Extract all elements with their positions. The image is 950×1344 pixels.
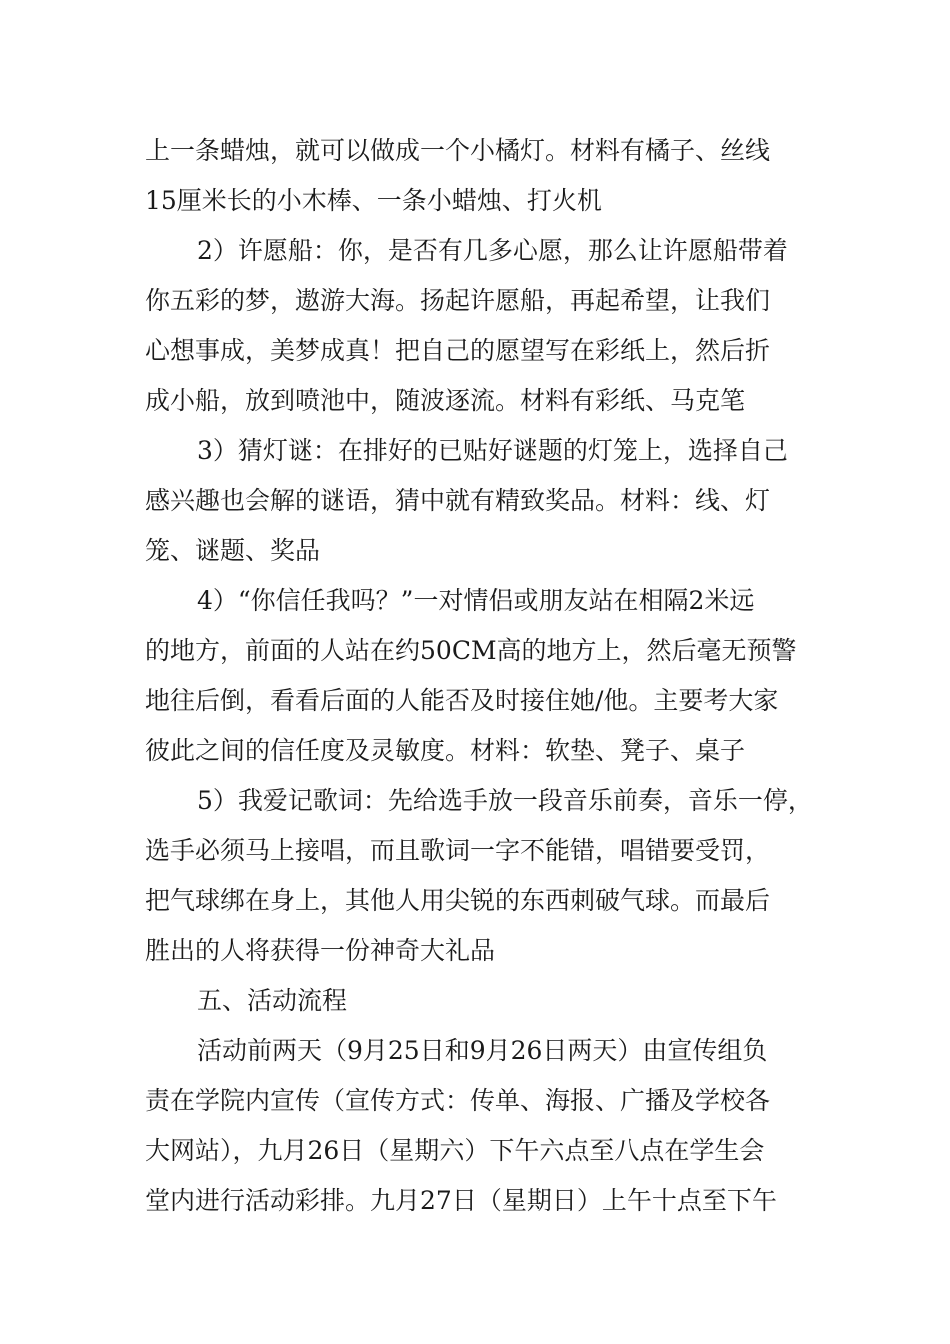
text-line: 5）我爱记歌词：先给选手放一段音乐前奏，音乐一停， (197, 786, 813, 815)
section-heading: 五、活动流程 (197, 986, 348, 1015)
text-line: 堂内进行活动彩排。九月27日（星期日）上午十点至下午 (145, 1186, 777, 1215)
text-line: 2）许愿船：你，是否有几多心愿，那么让许愿船带着 (197, 236, 788, 265)
text-line: 选手必须马上接唱，而且歌词一字不能错，唱错要受罚， (145, 836, 771, 865)
text-line: 笼、谜题、奖品 (145, 536, 321, 565)
text-line: 把气球绑在身上，其他人用尖锐的东西刺破气球。而最后 (145, 886, 771, 915)
text-line: 的地方，前面的人站在约50CM高的地方上，然后毫无预警 (145, 636, 797, 665)
text-line: 彼此之间的信任度及灵敏度。材料：软垫、凳子、桌子 (145, 736, 746, 765)
text-line: 大网站），九月26日（星期六）下午六点至八点在学生会 (145, 1136, 765, 1165)
text-line: 你五彩的梦，遨游大海。扬起许愿船，再起希望，让我们 (145, 286, 771, 315)
text-line: 4）“你信任我吗？”一对情侣或朋友站在相隔2米远 (197, 586, 755, 615)
text-line: 心想事成，美梦成真！把自己的愿望写在彩纸上，然后折 (145, 336, 771, 365)
text-line: 胜出的人将获得一份神奇大礼品 (145, 936, 496, 965)
text-line: 活动前两天（9月25日和9月26日两天）由宣传组负 (197, 1036, 768, 1065)
text-line: 感兴趣也会解的谜语，猜中就有精致奖品。材料：线、灯 (145, 486, 771, 515)
text-line: 地往后倒，看看后面的人能否及时接住她/他。主要考大家 (145, 686, 779, 715)
text-line: 责在学院内宣传（宣传方式：传单、海报、广播及学校各 (145, 1086, 771, 1115)
document-body (145, 126, 825, 1226)
text-line: 上一条蜡烛，就可以做成一个小橘灯。材料有橘子、丝线 (145, 136, 771, 165)
text-line: 成小船，放到喷池中，随波逐流。材料有彩纸、马克笔 (145, 386, 746, 415)
text-line: 15厘米长的小木棒、一条小蜡烛、打火机 (145, 186, 602, 215)
text-line: 3）猜灯谜：在排好的已贴好谜题的灯笼上，选择自己 (197, 436, 788, 465)
